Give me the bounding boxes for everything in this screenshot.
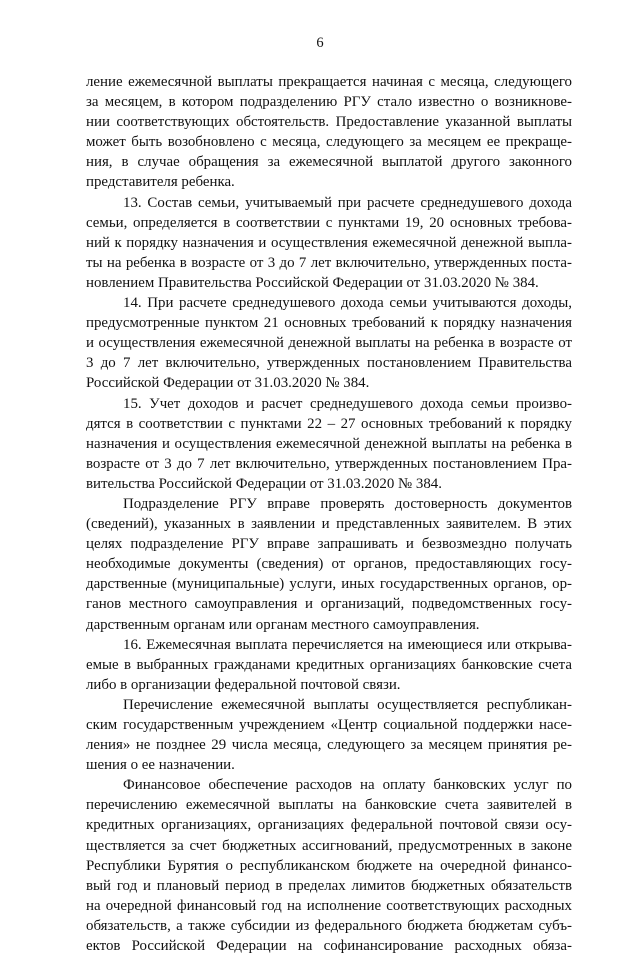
page-number: 6 (316, 35, 324, 51)
paragraph-8-line-1: Финансовое обеспечение расходов на оплату банковских услуг по (123, 777, 572, 794)
paragraph-1-line-4: может быть возобновлено с месяца, следующего за месяцем ее прекраще- (86, 134, 572, 151)
paragraph-4-line-2: дятся в соответствии с пунктами 22 – 27 основных требований к порядку (86, 415, 572, 432)
paragraph-7-line-2: ским государственным учреждением «Центр социальной поддержки насе- (86, 717, 572, 733)
paragraph-2-line-3: ний к порядку назначения и осуществления ежемесячной денежной выпла- (86, 234, 572, 251)
paragraph-1-line-5: ния, в случае обращения за ежемесячной выплатой другого законного (86, 154, 572, 171)
paragraph-1-line-1: ление ежемесячной выплаты прекращается начиная с месяца, следующего (86, 74, 572, 90)
paragraph-4-line-1: 15. Учет доходов и расчет среднедушевого дохода семьи произво- (123, 395, 572, 412)
paragraph-3-line-3: и осуществления ежемесячной денежной выплаты на ребенка в возрасте от (86, 335, 572, 352)
paragraph-1-line-2: за месяцем, в котором подразделению РГУ стало известно о возникнове- (86, 94, 572, 111)
paragraph-8-line-5: Республики Бурятия о республиканском бюджете на очередной финансо- (86, 857, 572, 874)
paragraph-5-line-5: дарственные (муниципальные) услуги, иных государственных органов, ор- (86, 576, 572, 593)
paragraph-2-line-5: новлением Правительства Российской Федерации от 31.03.2020 № 384. (86, 274, 539, 291)
paragraph-7-line-1: Перечисление ежемесячной выплаты осуществляется республикан- (123, 696, 572, 713)
paragraph-6-line-3: либо в организации федеральной почтовой связи. (86, 676, 401, 693)
paragraph-3-line-2: предусмотренные пунктом 21 основных требований к порядку назначения (86, 315, 572, 332)
paragraph-4-line-3: назначения и осуществления ежемесячной денежной выплаты на ребенка в (86, 435, 572, 452)
paragraph-5-line-2: (сведений), указанных в заявлении и представленных заявителем. В этих (86, 516, 572, 533)
paragraph-4-line-4: возрасте от 3 до 7 лет включительно, утвержденных постановлением Пра- (86, 455, 572, 472)
paragraph-5-line-7: дарственным органам или органам местного самоуправления. (86, 616, 480, 633)
paragraph-2-line-1: 13. Состав семьи, учитываемый при расчете среднедушевого дохода (123, 194, 572, 211)
paragraph-5-line-1: Подразделение РГУ вправе проверять достоверность документов (123, 495, 572, 512)
paragraph-7-line-3: ления» не позднее 29 числа месяца, следующего за месяцем принятия ре- (86, 737, 572, 754)
paragraph-8-line-4: ществляется за счет бюджетных ассигнований, предусмотренных в законе (86, 837, 572, 854)
paragraph-2-line-4: ты на ребенка в возрасте от 3 до 7 лет включительно, утвержденных поста- (86, 254, 572, 271)
paragraph-4-line-5: вительства Российской Федерации от 31.03.2020 № 384. (86, 475, 442, 492)
paragraph-8-line-8: обязательств, а также субсидии из федерального бюджета бюджетам субъ- (86, 917, 572, 934)
paragraph-7-line-4: шения о ее назначении. (86, 757, 235, 774)
paragraph-1-line-6: представителя ребенка. (86, 174, 235, 191)
paragraph-3-line-5: Российской Федерации от 31.03.2020 № 384. (86, 375, 370, 392)
paragraph-8-line-3: кредитных организациях, организациях федеральной почтовой связи осу- (86, 817, 572, 834)
paragraph-6-line-2: емые в выбранных гражданами кредитных организациях банковские счета (86, 656, 572, 673)
paragraph-3-line-1: 14. При расчете среднедушевого дохода семьи учитываются доходы, (123, 295, 572, 312)
paragraph-5-line-3: целях подразделение РГУ вправе запрашивать и безвозмездно получать (86, 536, 572, 553)
paragraph-3-line-4: 3 до 7 лет включительно, утвержденных постановлением Правительства (86, 355, 572, 372)
paragraph-8-line-9: ектов Российской Федерации на софинансирование расходных обяза- (86, 938, 572, 955)
paragraph-5-line-6: ганов местного самоуправления и организаций, подведомственных госу- (86, 596, 572, 613)
paragraph-2-line-2: семьи, определяется в соответствии с пунктами 19, 20 основных требова- (86, 214, 572, 231)
paragraph-8-line-2: перечислению ежемесячной выплаты на банковские счета заявителей в (86, 797, 572, 814)
paragraph-6-line-1: 16. Ежемесячная выплата перечисляется на имеющиеся или открыва- (123, 636, 572, 653)
paragraph-8-line-6: вый год и плановый период в пределах лимитов бюджетных обязательств (86, 877, 572, 894)
paragraph-1-line-3: нии соответствующих обстоятельств. Предоставление указанной выплаты (86, 114, 572, 131)
document-body (86, 72, 572, 956)
paragraph-8-line-7: на очередной финансовый год на исполнение соответствующих расходных (86, 897, 572, 914)
paragraph-5-line-4: необходимые документы (сведения) от органов, предоставляющих госу- (86, 556, 572, 573)
